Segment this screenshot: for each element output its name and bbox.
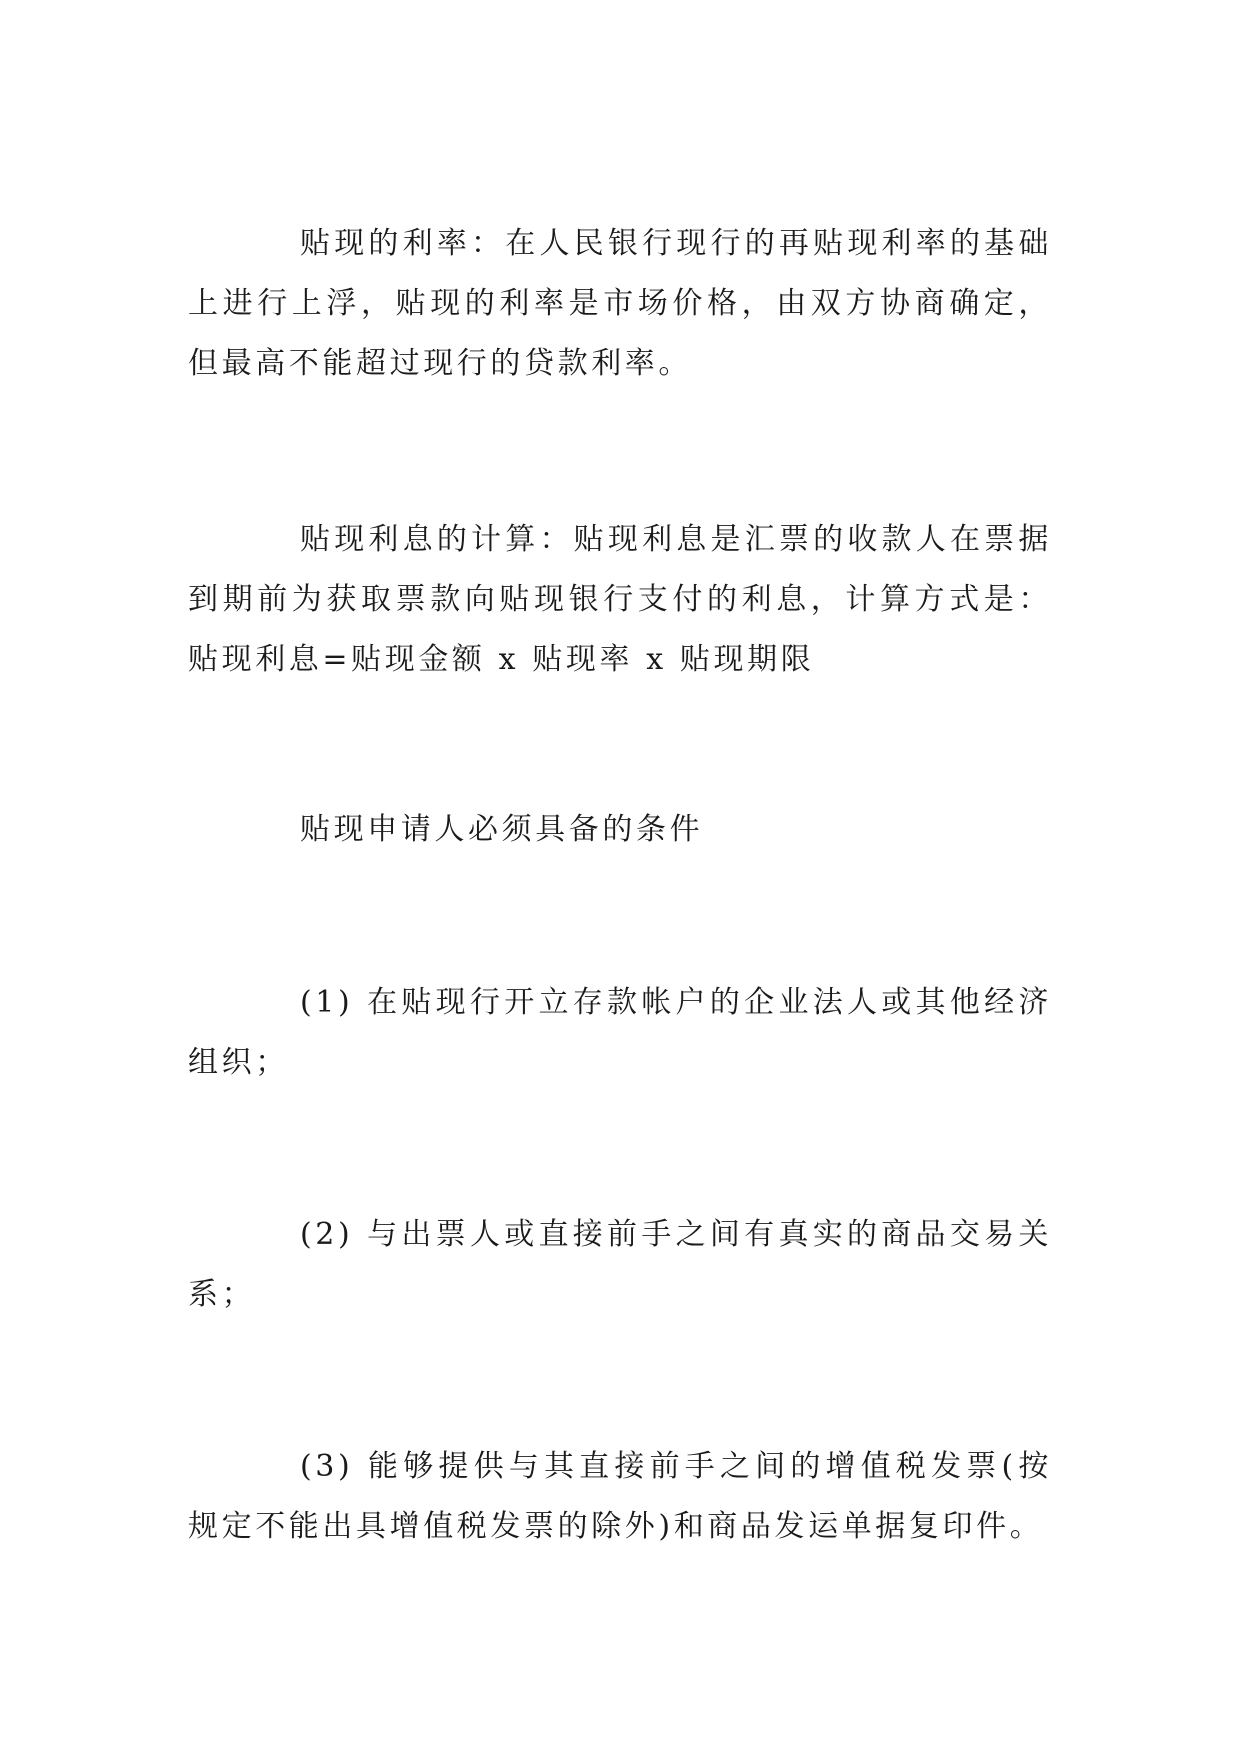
- paragraph-condition-3: (3) 能够提供与其直接前手之间的增值税发票(按规定不能出具增值税发票的除外)和商品发运单据复印件。: [188, 1449, 1052, 1544]
- paragraph-applicant-conditions-heading: 贴现申请人必须具备的条件: [300, 812, 704, 847]
- paragraph-discount-rate: 贴现的利率：在人民银行现行的再贴现利率的基础上进行上浮，贴现的利率是市场价格，由双方协商确定，但最高不能超过现行的贷款利率。: [188, 226, 1052, 381]
- paragraph-condition-2: (2) 与出票人或直接前手之间有真实的商品交易关系；: [188, 1217, 1052, 1312]
- paragraph-discount-interest-calculation: 贴现利息的计算：贴现利息是汇票的收款人在票据到期前为获取票款向贴现银行支付的利息，计算方式是：贴现利息=贴现金额 x 贴现率 x 贴现期限: [188, 522, 1052, 677]
- paragraph-condition-1: (1) 在贴现行开立存款帐户的企业法人或其他经济组织；: [188, 985, 1052, 1080]
